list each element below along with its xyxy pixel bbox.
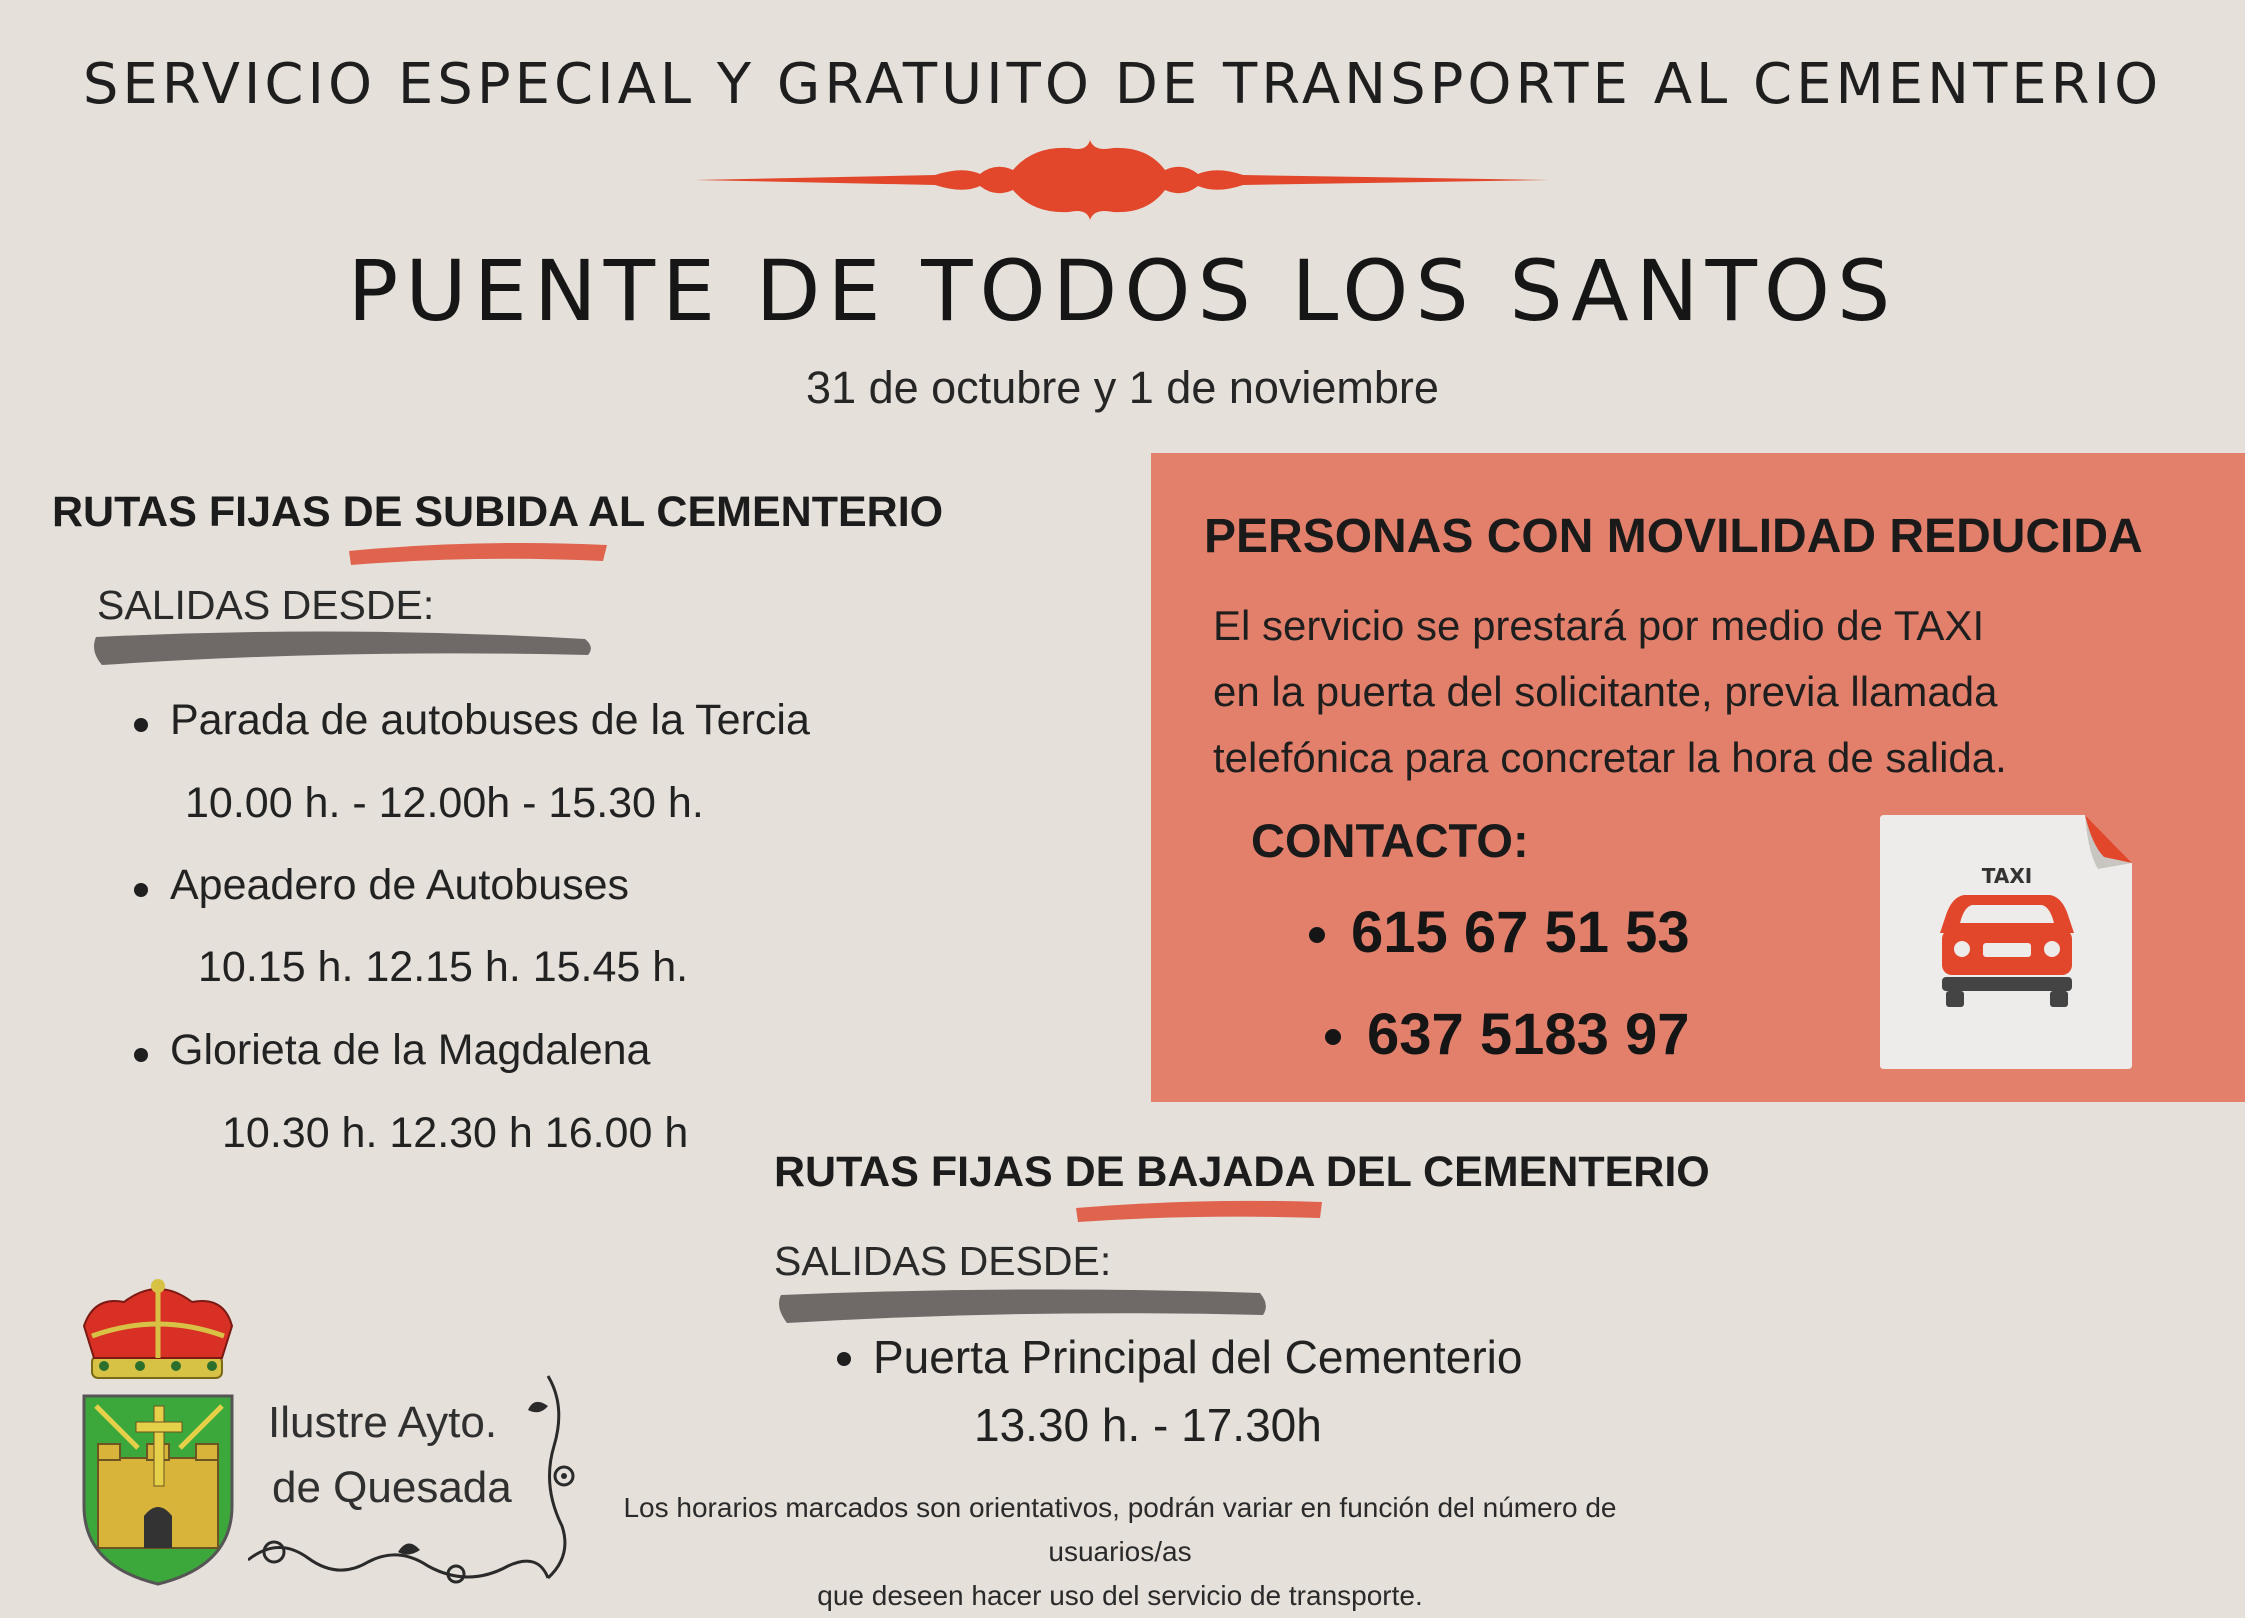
event-dates: 31 de octubre y 1 de noviembre [806,362,1439,413]
stop-magdalena: Glorieta de la Magdalena [170,1026,651,1074]
footnote-line: que deseen hacer uso del servicio de transporte. [817,1580,1423,1611]
subida-heading: RUTAS FIJAS DE SUBIDA AL CEMENTERIO [52,488,944,536]
taxi-sign: TAXI [1981,864,2033,888]
decorative-divider [695,140,1550,220]
main-title: PUENTE DE TODOS LOS SANTOS [347,242,1898,340]
movilidad-description [1213,593,2173,791]
bajada-heading: RUTAS FIJAS DE BAJADA DEL CEMENTERIO [774,1148,1710,1196]
movilidad-panel [1151,453,2245,1102]
logo-line-2: de Quesada [272,1463,512,1512]
movilidad-line: telefónica para concretar la hora de salida. [1213,734,2007,781]
bajada-salidas-label: SALIDAS DESDE: [774,1238,1112,1284]
label-underline-mark [90,625,595,667]
stop-apeadero: Apeadero de Autobuses [170,861,630,909]
movilidad-heading: PERSONAS CON MOVILIDAD REDUCIDA [1204,510,2143,563]
heading-underline-mark [1072,1196,1324,1224]
logo-line-1: Ilustre Ayto. [268,1398,498,1447]
floral-flourish-ornament [248,1366,583,1587]
phone-number: 637 5183 97 [1367,1002,1690,1067]
footnote [560,1486,1680,1618]
stop-puerta-principal: Puerta Principal del Cementerio [873,1331,1523,1383]
movilidad-line: en la puerta del solicitante, previa llamada [1213,668,1998,715]
stop-tercia: Parada de autobuses de la Tercia [170,696,810,744]
taxi-icon [1880,815,2135,1069]
movilidad-line: El servicio se prestará por medio de TAXI [1213,602,1985,649]
stop-magdalena-times: 10.30 h. 12.30 h 16.00 h [222,1109,689,1157]
footnote-line: Los horarios marcados son orientativos, podrán variar en función del número de usuarios/as [623,1492,1617,1567]
contact-label: CONTACTO: [1251,814,1529,867]
stop-apeadero-times: 10.15 h. 12.15 h. 15.45 h. [198,943,689,991]
subida-salidas-label: SALIDAS DESDE: [97,582,435,628]
service-title: SERVICIO ESPECIAL Y GRATUITO DE TRANSPORTE AL CEMENTERIO [82,52,2163,117]
heading-underline-mark [345,537,610,567]
phone-number: 615 67 51 53 [1351,900,1690,965]
stop-tercia-times: 10.00 h. - 12.00h - 15.30 h. [185,779,704,827]
label-underline-mark [775,1285,1270,1325]
bajada-times: 13.30 h. - 17.30h [974,1399,1322,1451]
coat-of-arms-emblem [74,1276,244,1586]
